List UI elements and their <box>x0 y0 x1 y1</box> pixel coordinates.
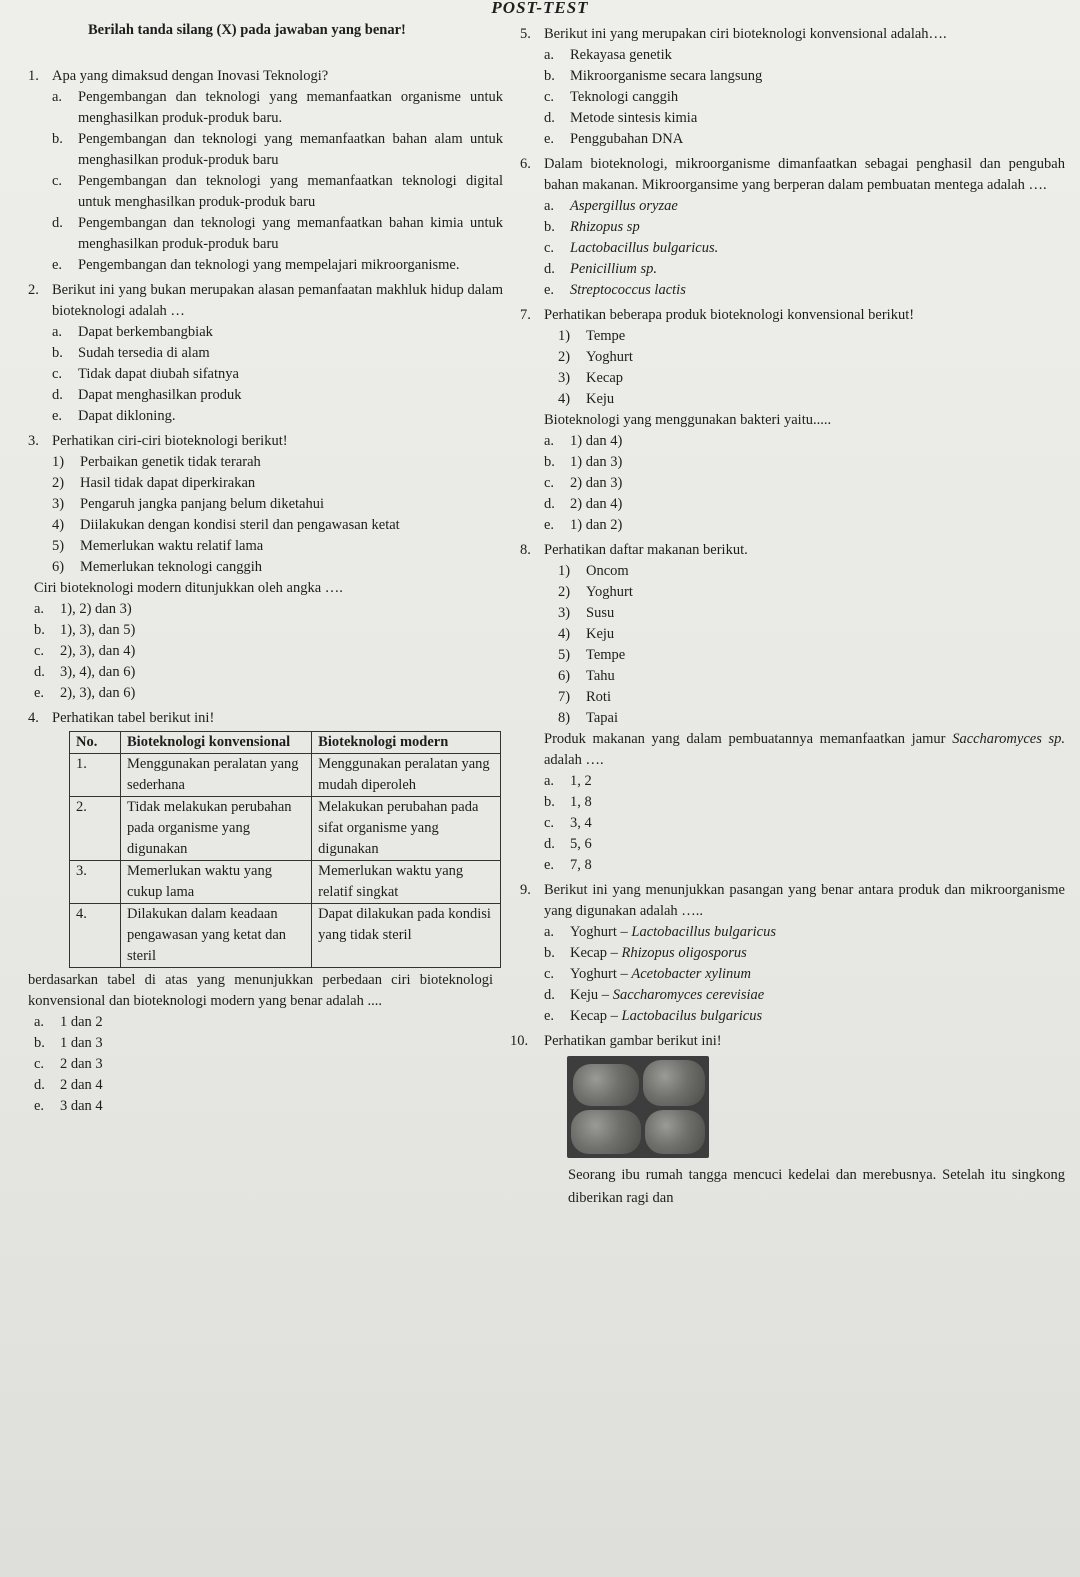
table-row: 1. Menggunakan peralatan yang sederhana Menggunakan peralatan yang mudah diperoleh <box>70 754 501 797</box>
question-passage: Seorang ibu rumah tangga mencuci kedelai dan merebusnya. Setelah itu singkong diberikan ragi dan <box>568 1167 1065 1206</box>
option[interactable]: c. Yoghurt – Acetobacter xylinum <box>544 966 751 982</box>
question-number: 10. <box>510 1033 529 1049</box>
question-number: 4. <box>28 710 39 726</box>
list-item: 1) Tempe <box>558 328 626 344</box>
question-text: Perhatikan gambar berikut ini! <box>544 1033 722 1049</box>
list-item: 4) Keju <box>558 391 615 407</box>
list-item: 6) Tahu <box>558 668 615 684</box>
option[interactable] <box>52 213 503 255</box>
table-header: No. <box>70 732 121 754</box>
option[interactable]: d. 5, 6 <box>544 836 592 852</box>
question-text: Berikut ini yang merupakan ciri bioteknologi konvensional adalah…. <box>544 26 947 42</box>
option[interactable]: a. Aspergillus oryzae <box>544 198 678 214</box>
question-prompt: Produk makanan yang dalam pembuatannya memanfaatkan jamur Saccharomyces sp. adalah …. <box>544 731 1066 768</box>
option[interactable]: a. Rekayasa genetik <box>544 47 672 63</box>
question-prompt: Ciri bioteknologi modern ditunjukkan oleh angka …. <box>34 580 343 596</box>
option[interactable]: e. Penggubahan DNA <box>544 131 684 147</box>
option[interactable] <box>52 255 503 276</box>
option-label: e. <box>52 257 63 273</box>
list-item: 5) Memerlukan waktu relatif lama <box>52 538 264 554</box>
option[interactable] <box>52 343 503 364</box>
question-3 <box>28 431 503 704</box>
question-2 <box>28 280 503 427</box>
table-header: Bioteknologi modern <box>312 732 501 754</box>
option[interactable]: b. Rhizopus sp <box>544 219 640 235</box>
question-text: Perhatikan ciri-ciri bioteknologi berikut! <box>52 433 288 449</box>
option-label: d. <box>52 387 63 403</box>
list-item: 1) Perbaikan genetik tidak terarah <box>52 454 261 470</box>
option[interactable]: c. 3, 4 <box>544 815 592 831</box>
question-number: 9. <box>520 882 531 898</box>
option[interactable]: a. 1 dan 2 <box>34 1014 103 1030</box>
option-label: c. <box>52 366 63 382</box>
list-item: 6) Memerlukan teknologi canggih <box>52 559 263 575</box>
option[interactable] <box>52 129 503 171</box>
question-6 <box>520 154 1065 301</box>
question-number: 1. <box>28 68 39 84</box>
option-text: Dapat dikloning. <box>78 408 176 424</box>
option-label: d. <box>52 215 63 231</box>
option[interactable]: c. 2), 3), dan 4) <box>34 643 136 659</box>
option[interactable] <box>52 87 503 129</box>
option[interactable]: b. 1, 8 <box>544 794 592 810</box>
option[interactable]: b. Kecap – Rhizopus oligosporus <box>544 945 747 961</box>
option[interactable]: b. 1), 3), dan 5) <box>34 622 136 638</box>
question-prompt: berdasarkan tabel di atas yang menunjukkan perbedaan ciri bioteknologi konvensional dan bioteknologi modern yang benar adalah .... <box>28 972 493 1009</box>
question-number: 3. <box>28 433 39 449</box>
option[interactable]: e. Kecap – Lactobacilus bulgaricus <box>544 1008 763 1024</box>
comparison-table <box>69 731 501 968</box>
option-label: e. <box>52 408 63 424</box>
option[interactable] <box>52 171 503 213</box>
option[interactable] <box>52 385 503 406</box>
right-column <box>510 20 1066 1210</box>
option[interactable]: d. Metode sintesis kimia <box>544 110 698 126</box>
table-row: 3. Memerlukan waktu yang cukup lama Memerlukan waktu yang relatif singkat <box>70 861 501 904</box>
option[interactable] <box>52 322 503 343</box>
list-item: 5) Tempe <box>558 647 626 663</box>
question-number: 5. <box>520 26 531 42</box>
table-row: 4. Dilakukan dalam keadaan pengawasan yang ketat dan steril Dapat dilakukan pada kondisi yang tidak steril <box>70 904 501 968</box>
option[interactable]: a. Yoghurt – Lactobacillus bulgaricus <box>544 924 776 940</box>
option[interactable]: e. 2), 3), dan 6) <box>34 685 136 701</box>
option[interactable]: c. Lactobacillus bulgaricus. <box>544 240 719 256</box>
list-item: 2) Yoghurt <box>558 349 633 365</box>
list-item: 3) Pengaruh jangka panjang belum diketahui <box>52 496 325 512</box>
question-text: Berikut ini yang bukan merupakan alasan pemanfaatan makhluk hidup dalam bioteknologi adalah … <box>52 282 503 319</box>
list-item: 2) Yoghurt <box>558 584 633 600</box>
list-item: 4) Keju <box>558 626 615 642</box>
left-column <box>28 62 503 1117</box>
option[interactable]: b. 1 dan 3 <box>34 1035 103 1051</box>
option[interactable] <box>52 364 503 385</box>
option[interactable] <box>52 406 503 427</box>
table-header: Bioteknologi konvensional <box>121 732 312 754</box>
question-10 <box>510 1031 1065 1210</box>
question-text: Dalam bioteknologi, mikroorganisme dimanfaatkan sebagai penghasil dan pengubah bahan makanan. Mikroorgansime yang berperan dalam pembuatan mentega adalah …. <box>544 156 1065 193</box>
question-number: 2. <box>28 282 39 298</box>
option[interactable]: d. Keju – Saccharomyces cerevisiae <box>544 987 765 1003</box>
table-header-row <box>70 732 501 754</box>
option[interactable]: c. 2 dan 3 <box>34 1056 103 1072</box>
option-text: Sudah tersedia di alam <box>78 345 210 361</box>
option-text: Pengembangan dan teknologi yang mempelajari mikroorganisme. <box>78 257 460 273</box>
option-text: Tidak dapat diubah sifatnya <box>78 366 239 382</box>
option[interactable]: d. 2 dan 4 <box>34 1077 103 1093</box>
option-label: b. <box>52 345 63 361</box>
question-text: Perhatikan daftar makanan berikut. <box>544 542 748 558</box>
instruction: Berilah tanda silang (X) pada jawaban yang benar! <box>88 22 406 38</box>
option[interactable]: a. 1, 2 <box>544 773 592 789</box>
list-item: 3) Susu <box>558 605 615 621</box>
question-number: 7. <box>520 307 531 323</box>
option-label: b. <box>52 131 63 147</box>
option-label: a. <box>52 324 63 340</box>
question-5 <box>520 24 1065 150</box>
page-title: POST-TEST <box>491 0 589 17</box>
list-item: 2) Hasil tidak dapat diperkirakan <box>52 475 256 491</box>
question-text: Perhatikan tabel berikut ini! <box>52 710 215 726</box>
option[interactable]: e. 1) dan 2) <box>544 517 623 533</box>
option[interactable]: d. 3), 4), dan 6) <box>34 664 136 680</box>
option-text: Pengembangan dan teknologi yang memanfaatkan teknologi digital untuk menghasilkan produk-produk baru <box>78 173 503 210</box>
question-4 <box>28 708 503 1117</box>
list-item: 1) Oncom <box>558 563 629 579</box>
question-prompt: Bioteknologi yang menggunakan bakteri yaitu..... <box>544 412 832 428</box>
list-item: 8) Tapai <box>558 710 618 726</box>
option[interactable]: c. Teknologi canggih <box>544 89 679 105</box>
option[interactable]: e. Streptococcus lactis <box>544 282 686 298</box>
option-text: Pengembangan dan teknologi yang memanfaatkan bahan alam untuk menghasilkan produk-produk baru <box>78 131 503 168</box>
option[interactable]: b. 1) dan 3) <box>544 454 623 470</box>
list-item: 7) Roti <box>558 689 611 705</box>
question-number: 8. <box>520 542 531 558</box>
question-text: Perhatikan beberapa produk bioteknologi konvensional berikut! <box>544 307 915 323</box>
option-text: Pengembangan dan teknologi yang memanfaatkan bahan kimia untuk menghasilkan produk-produk baru <box>78 215 503 252</box>
option[interactable]: a. 1) dan 4) <box>544 433 623 449</box>
list-item: 4) Diilakukan dengan kondisi steril dan pengawasan ketat <box>52 517 400 533</box>
question-text: Berikut ini yang menunjukkan pasangan yang benar antara produk dan mikroorganisme yang digunakan adalah ….. <box>544 882 1065 919</box>
tempe-photo <box>567 1056 709 1158</box>
question-text: Apa yang dimaksud dengan Inovasi Teknologi? <box>52 68 329 84</box>
option-text: Dapat menghasilkan produk <box>78 387 242 403</box>
option[interactable]: d. Penicillium sp. <box>544 261 657 277</box>
option[interactable]: b. Mikroorganisme secara langsung <box>544 68 763 84</box>
option-label: c. <box>52 173 63 189</box>
option[interactable]: c. 2) dan 3) <box>544 475 623 491</box>
option[interactable]: a. 1), 2) dan 3) <box>34 601 132 617</box>
question-7 <box>520 305 1065 536</box>
option-text: Pengembangan dan teknologi yang memanfaatkan organisme untuk menghasilkan produk-produk baru. <box>78 89 503 126</box>
list-item: 3) Kecap <box>558 370 624 386</box>
question-9 <box>520 880 1065 1027</box>
question-number: 6. <box>520 156 531 172</box>
option[interactable]: e. 7, 8 <box>544 857 592 873</box>
option[interactable]: d. 2) dan 4) <box>544 496 623 512</box>
question-8 <box>520 540 1065 876</box>
option-text: Dapat berkembangbiak <box>78 324 213 340</box>
option[interactable]: e. 3 dan 4 <box>34 1098 103 1114</box>
option-label: a. <box>52 89 63 105</box>
question-1 <box>28 66 503 276</box>
table-row: 2. Tidak melakukan perubahan pada organisme yang digunakan Melakukan perubahan pada sifat organisme yang digunakan <box>70 797 501 861</box>
